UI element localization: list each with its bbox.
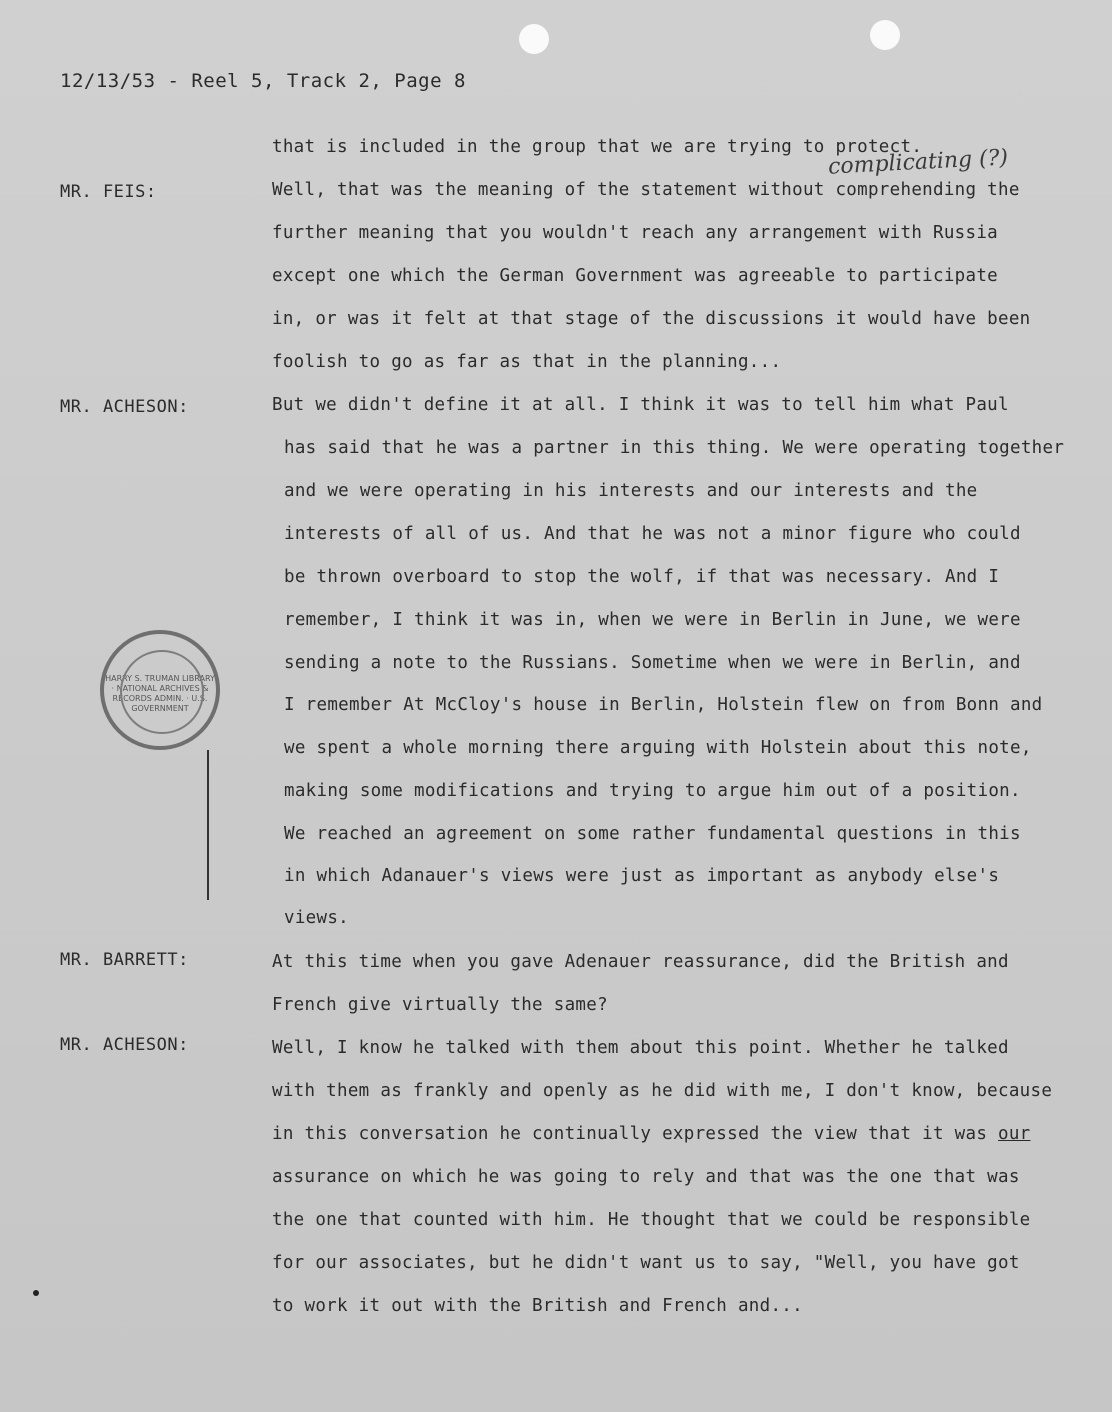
transcript-line: remember, I think it was in, when we were in Berlin in June, we were [284, 610, 1021, 630]
transcript-line: sending a note to the Russians. Sometime when we were in Berlin, and [284, 653, 1021, 673]
transcript-line: foolish to go as far as that in the planning... [272, 352, 782, 372]
transcript-line: Well, I know he talked with them about this point. Whether he talked [272, 1038, 1009, 1058]
transcript-line: making some modifications and trying to argue him out of a position. [284, 781, 1021, 801]
transcript-line: At this time when you gave Adenauer reassurance, did the British and [272, 952, 1009, 972]
transcript-line: except one which the German Government was agreeable to participate [272, 266, 999, 286]
transcript-line: in which Adanauer's views were just as important as anybody else's [284, 866, 1000, 886]
transcript-line: assurance on which he was going to rely and that was the one that was [272, 1167, 1020, 1187]
punch-hole [519, 24, 549, 54]
handwritten-annotation: complicating (?) [827, 145, 1009, 180]
transcript-line: and we were operating in his interests and our interests and the [284, 481, 978, 501]
page-header: 12/13/53 - Reel 5, Track 2, Page 8 [60, 70, 466, 92]
transcript-line: with them as frankly and openly as he did with me, I don't know, because [272, 1081, 1053, 1101]
transcript-line: French give virtually the same? [272, 995, 608, 1015]
transcript-line: I remember At McCloy's house in Berlin, Holstein flew on from Bonn and [284, 695, 1043, 715]
transcript-line: further meaning that you wouldn't reach any arrangement with Russia [272, 223, 999, 243]
transcript-line: the one that counted with him. He thought that we could be responsible [272, 1210, 1031, 1230]
speaker-label: MR. BARRETT: [60, 950, 189, 970]
transcript-line: in, or was it felt at that stage of the discussions it would have been [272, 309, 1031, 329]
transcript-line: interests of all of us. And that he was not a minor figure who could [284, 524, 1021, 544]
underlined-word: our [998, 1124, 1031, 1144]
transcript-line: We reached an agreement on some rather fundamental questions in this [284, 824, 1021, 844]
pen-mark [207, 750, 209, 900]
transcript-line: views. [284, 908, 350, 928]
transcript-line: we spent a whole morning there arguing with Holstein about this note, [284, 738, 1032, 758]
speaker-label: MR. FEIS: [60, 182, 157, 202]
ink-dot [33, 1290, 39, 1296]
speaker-label: MR. ACHESON: [60, 1035, 189, 1055]
stamp-text: HARRY S. TRUMAN LIBRARY · NATIONAL ARCHIVES & RECORDS ADMIN. · U.S. GOVERNMENT [105, 674, 215, 713]
transcript-line [272, 1124, 1031, 1144]
transcript-line: be thrown overboard to stop the wolf, if that was necessary. And I [284, 567, 1000, 587]
library-stamp [100, 630, 220, 750]
transcript-line: Well, that was the meaning of the statement without comprehending the [272, 180, 1020, 200]
speaker-label: MR. ACHESON: [60, 397, 189, 417]
transcript-line: for our associates, but he didn't want us to say, "Well, you have got [272, 1253, 1020, 1273]
transcript-line: has said that he was a partner in this thing. We were operating together [284, 438, 1065, 458]
transcript-line: to work it out with the British and French and... [272, 1296, 803, 1316]
punch-hole [870, 20, 900, 50]
transcript-line: that is included in the group that we are trying to protect. [272, 137, 923, 157]
transcript-line: But we didn't define it at all. I think it was to tell him what Paul [272, 395, 1009, 415]
transcript-line-text: in this conversation he continually expressed the view that it was [272, 1124, 999, 1144]
